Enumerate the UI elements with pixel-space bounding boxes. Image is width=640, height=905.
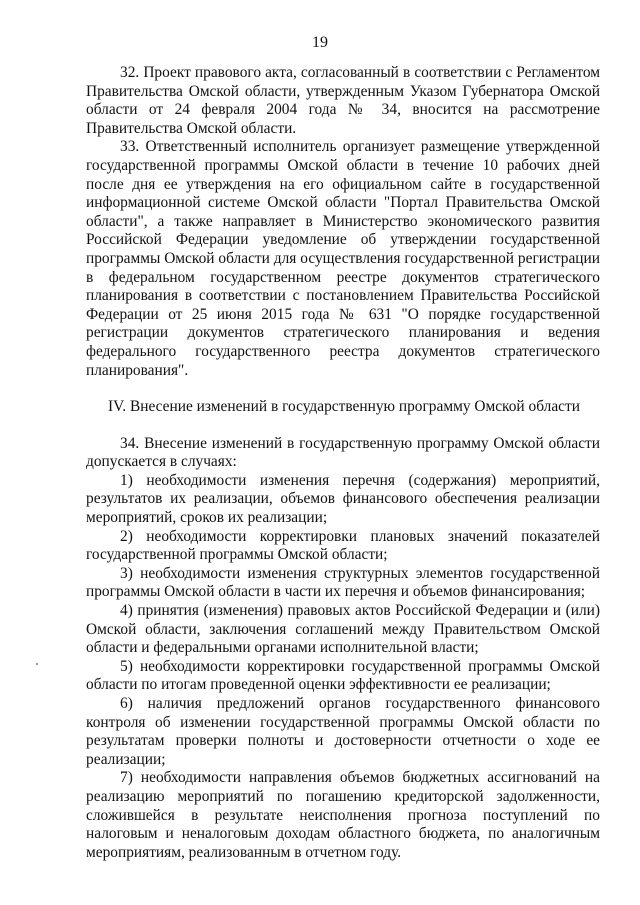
list-item: 3) необходимости изменения структурных элементов государственной программы Омской области в части их перечня и объемов финансирования; [86, 564, 600, 601]
scan-speck [36, 663, 38, 665]
paragraph-32: 32. Проект правового акта, согласованный в соответствии с Регламентом Правительства Омской области, утвержденным Указом Губернатора Омской области от 24 февраля 2004 года № 34, вносится на рассмотрение Правительства Омской области. [86, 64, 600, 137]
list-item: 1) необходимости изменения перечня (содержания) мероприятий, результатов их реализации, объемов финансового обеспечения реализации мероприятий, сроков их реализации; [86, 471, 600, 527]
list-item: 5) необходимости корректировки государственной программы Омской области по итогам проведенной оценки эффективности ее реализации; [86, 657, 600, 694]
section-heading-iv: IV. Внесение изменений в государственную программу Омской области [108, 398, 580, 416]
list-item: 7) необходимости направления объемов бюджетных ассигнований на реализацию мероприятий по погашению кредиторской задолженности, сложившейся в результате неисполнения прогноза поступлений по налоговым и неналоговым доходам областного бюджета, по аналогичным мероприятиям, реализованным в отчетном году. [86, 769, 600, 861]
paragraph-34-intro: 34. Внесение изменений в государственную программу Омской области допускается в случаях: [86, 434, 600, 471]
page-number: 19 [312, 34, 328, 51]
paragraph-33: 33. Ответственный исполнитель организует размещение утвержденной государственной программы Омской области в течение 10 рабочих дней после дня ее утверждения на его официальном сайте в государственной информационной системе Омской области "Портал Правительства Омской области", а также направляет в Министерство экономического развития Российской Федерации уведомление об утверждении государственной программы Омской области для осуществления государственной регистрации в федеральном государственном реестре документов стратегического планирования в соответствии с постановлением Правительства Российской Федерации от 25 июня 2015 года № 631 "О порядке государственной регистрации документов стратегического планирования и ведения федерального государственного реестра документов стратегического планирования". [86, 138, 600, 379]
list-item: 4) принятия (изменения) правовых актов Российской Федерации и (или) Омской области, заключения соглашений между Правительством Омской области и федеральными органами исполнительной власти; [86, 602, 600, 657]
list-item: 2) необходимости корректировки плановых значений показателей государственной программы Омской области; [86, 527, 600, 564]
changes-cases-list [86, 472, 600, 862]
list-item: 6) наличия предложений органов государственного финансового контроля об изменении государственной программы Омской области по результатам проверки полноты и достоверности отчетности о ходе ее реализации; [86, 695, 600, 768]
document-body [86, 64, 600, 862]
